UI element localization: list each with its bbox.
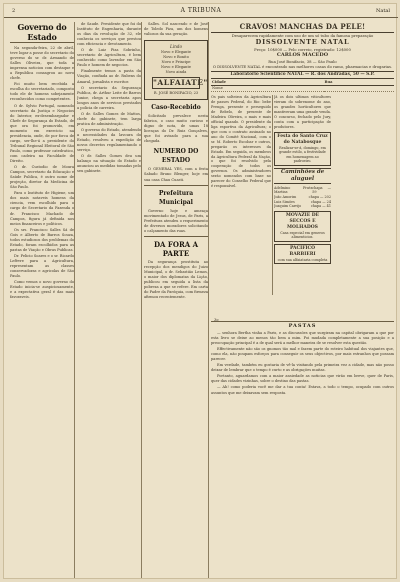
article-text: Os pais solteiros da Agricultura de passes Federal, do Rio: bebe Prenga, presente e perseguido de Rebelo, de presente de Madeira Oliveira, o mais e mais official quando. O presidente da liga esportiva da Agricultura; o que com o contrato assinado no ano do Comité Nacional, com o sr. M. Roberto Escobar e outros, pregarão os interesses da Estado. Em seguida, os membros da Agricultura Federal da Nação, o que foi resolvido pela cooperação de todos os governos. Os administradores serão nomeados com base no parecer do Conselho Federal que é responsável. bbox=[211, 95, 271, 189]
article-body bbox=[211, 331, 394, 396]
section-heading: NUMERO DO ESTADO bbox=[153, 148, 199, 165]
ads-area bbox=[211, 22, 394, 318]
plate: chapa — 41 bbox=[310, 204, 331, 209]
masthead-city: Natal bbox=[376, 8, 390, 14]
divider bbox=[144, 236, 208, 237]
ad-title: PACIFICO BARBIERI bbox=[289, 245, 316, 257]
caminhoes-heading: Caminhões de aluguel bbox=[274, 168, 331, 184]
page-number-marker: 3c bbox=[214, 317, 219, 322]
ad-line: Novo e Principe bbox=[161, 60, 191, 65]
paragraph: — senhora Bertha vinha a Paris, e as discussões que surgiram na capital obrigaram a que por esta livro se deixe ao menos tão bem a mim. Foi mudada completamente a sua posição e a preocupação principal é a de qual será a melhor maneira de se resolver esta questão. bbox=[211, 331, 394, 346]
paragraph: — Ah! como poderia você me dar a tua conta! Estava, a todo o tempo, ocupado com outros assuntos que me deixavam sem resposta. bbox=[211, 385, 394, 395]
list-item bbox=[274, 204, 331, 209]
paragraph: Em verdade, também eu gostaria de vê-la visitando pela primeira vez a cidade, mas não posso deixar de lembrar que o tempo é curto e as obrigações muitas. bbox=[211, 363, 394, 373]
ad-price: Preço: 10$000 — Pelo correio, registrado: 12$000 bbox=[254, 47, 351, 52]
seller-address: Rua José Bonifacio, 38 — São Paulo bbox=[268, 59, 337, 64]
alfaiate-ad bbox=[144, 40, 208, 100]
paragraph: Foi muito bem recebida a escolha do secretariado, composto todo ele de homens sobejamente reconhecidos como competentes. bbox=[10, 82, 74, 102]
plate: chapa — 59 bbox=[312, 185, 331, 195]
plate: chapa — 202 bbox=[308, 194, 331, 199]
owner-name: João Amorim bbox=[274, 194, 297, 199]
page-number: 2 bbox=[12, 8, 16, 14]
newspaper-page bbox=[3, 3, 397, 579]
paragraph: Para o Instituto de Higiene, um dos mais notaveis homens da ciencia, vem escolhido para o cargo de Secretario da Fazenda o dr. Francisco Machado de Campos, figura já definida nos meios financeiros e politicos. bbox=[10, 191, 74, 226]
ad-title: Festa do Santo Cruz do Natabosque bbox=[277, 133, 328, 145]
paragraph: de Saude. Presidente que foi do Instituto de Engenharia, durante os dias da revolução de 32, ele conhecia os serviços que prestou com eficiencia e devotamento. bbox=[77, 22, 141, 47]
paragraph: Da segurança prostituta ao recepção dos mendigos do Juizo Municipal, o dr. Sebastião Lemos, o maior dos diplomatas da Lição, publicou em seguida a lista da pobreza a que se refere. Em carta do Padre da Paróquia, com firmeza afirmou recentemente. bbox=[144, 259, 208, 300]
divider bbox=[144, 185, 208, 186]
column-3 bbox=[144, 22, 208, 578]
pacifico-ad bbox=[274, 244, 331, 265]
table-header: Rua bbox=[324, 80, 394, 86]
movazie-ad bbox=[274, 211, 331, 242]
owner-name: Luiz Simões bbox=[274, 199, 295, 204]
paragraph: Dr. Felicio Soares e o sr. Ricardo Lefèvre para a Agricultura, representam as classes conservadoras e agricolas de São Paulo. bbox=[10, 253, 74, 279]
owner-name: Adelmino Frutz Martins bbox=[274, 185, 313, 195]
paragraph: Os srs. Francisco Salles Sá de Gois e Alberto de Barros Souza, todos estudiosos dos problemas do Estado, foram escolhidos para as pastas de Viação e Obras Publicas. bbox=[10, 227, 74, 252]
ad-line: Novo e Elegante bbox=[160, 65, 192, 70]
paragraph: Salles. Sol nascendo e de José de Toledo Piza, um dos homens valiosos da sua geração. bbox=[144, 22, 208, 37]
section-heading: Caso-Recebido bbox=[151, 104, 201, 112]
ad-address: R. JOSÉ BONIFACIO, 23 bbox=[153, 91, 199, 96]
paragraph: O dr. Sylvio Portugal, nomeado secretario da Justiça e Negocios do Interior, ex-desembargador e Chefe de Segurança do Estado, de que ora foi promovido, em momento em exercicio na presidencia, onde, de por forca de cargo, ser-lhe-á a presidente do Tribunal Regional Eleitoral de São Paulo, como professor catedratico, com cadeira na Faculdade de Direito. bbox=[10, 103, 74, 164]
coupon-table bbox=[211, 80, 394, 92]
table-cell bbox=[324, 86, 394, 92]
paragraph: O secretario da Segurança Publica, dr. Arthur Leite de Barros Junior, chega a secretaria apos longos anos de servicos prestados a policia de carreira. bbox=[77, 85, 141, 110]
column-1 bbox=[10, 22, 74, 578]
masthead bbox=[4, 4, 398, 18]
table-cell: Nome bbox=[211, 86, 324, 92]
lower-ad-columns bbox=[211, 95, 394, 295]
cravos-headline: CRAVOS! MANCHAS DA PELE! bbox=[211, 22, 394, 33]
column-rule bbox=[208, 22, 209, 578]
column-2 bbox=[77, 22, 141, 578]
owner-name: Joaquim Carrijo bbox=[274, 204, 302, 209]
article-heading: PASTAS bbox=[288, 323, 317, 329]
festa-ad bbox=[274, 132, 331, 166]
ad-text: Realizar-se-á, domingo, em grande estilo, a festividade em homenagem ao padroeiro. bbox=[279, 145, 326, 164]
seller-name: CARLOS MACEDO bbox=[276, 52, 329, 58]
column-rule bbox=[272, 95, 273, 295]
ad-text: Casa especial em generos alimenticios. bbox=[280, 230, 325, 240]
column-rule bbox=[74, 22, 75, 578]
paragraph: O governo do Estado, atendendo a necessidades da lavoura do Estado, resolveu a expedição de novos decretos regulamentando o serviço. bbox=[77, 127, 141, 153]
paragraph: O dr. Salles Gomes deu um balanço na situação do Estado e anunciou as medidas tomadas pelo seu gabinete. bbox=[77, 154, 141, 174]
section-heading: DA FORA A PARTE bbox=[153, 239, 199, 258]
paragraph: Portanto, aguardamos com a maior ansiedade as noticias que virão em breve, quer de Paris, quer das cidades vizinhas, sobre o destino das pastas. bbox=[211, 374, 394, 384]
ad-line: Lindo bbox=[169, 44, 183, 50]
paragraph: Finalmente temos a pasta da Viação, confiada ao dr. Rubens do Amaral, jornalista e escritor. bbox=[77, 69, 141, 84]
section-heading: Prefeitura Municipal bbox=[158, 189, 194, 206]
article-heading: Governo do Estado bbox=[10, 22, 74, 43]
ad-line: Novo ainda bbox=[165, 70, 187, 75]
paragraph: O GENERAL YES, com a festa Sabado Bruno Blenger, hoje em sua casa Chau Cuasti. bbox=[144, 167, 208, 182]
product-name: DISSOLVENTE NATAL bbox=[255, 38, 350, 46]
lab-heading: Laboratorio Scientifico NATAL — R. dos Andradas, 50 — S.P. bbox=[211, 71, 394, 79]
plate: chapa — 24 bbox=[310, 199, 331, 204]
article-text: Já os dois ultimos viticultores vieram do sobrenome do ano, os grandes horticultores que mantiveram uma grande venda. O concurso, fechado pelo Jury, conta com a participação de produtores. bbox=[274, 95, 331, 129]
ad-title: MOVAZIE DE SECCOS E MOLHADOS bbox=[285, 212, 320, 230]
ad-line: Novo e Bonito bbox=[163, 55, 189, 60]
ad-line: Novo e Elegante bbox=[160, 50, 192, 55]
column-rule bbox=[141, 22, 142, 578]
ad-line: Desaparecem rapidamente com uso de um só tubo da famosa preparação bbox=[231, 33, 374, 38]
pastas-article bbox=[211, 321, 394, 579]
ad-text: com sua alfaiataria completa bbox=[277, 257, 328, 262]
paragraph: Solicitado prevalece nesta fabrica, o caso muito curioso e digno de nota, de umas 18 licenças do Dr. Ruiz Gonçalves, que foi avisado para a sua chegada. bbox=[144, 114, 208, 144]
paragraph: Governo hoje e ameaça movimentado de Jesus, de Paris, a Prefeitura atendeu o requerimento de diversos moradores solicitando o calçamento das ruas. bbox=[144, 208, 208, 233]
ad-shop-name: "ALFAIATE" bbox=[153, 78, 208, 88]
ad-description: O DISSOLVENTE NATAL é encontrado nas melhores casas do ramo, pharmacias e drogarias. bbox=[212, 64, 393, 69]
paragraph: O dr. Custodio de Moura Campos, secretario da Educação e Saúde Publica, é outro nome de projeção, diretor da Medicina de São Paulo. bbox=[10, 165, 74, 190]
paragraph: Como vemos o novo governo do Estado inicia-se auspiciosamente, e a expectativa geral é das mais favoraveis. bbox=[10, 280, 74, 300]
paragraph: O dr. Salles Gomes de Mattos, chefe do gabinete, tem larga pratica de administração. bbox=[77, 111, 141, 126]
ads-subcolumn bbox=[274, 95, 331, 295]
paragraph: Effectivamente não são os gnomos tão mal e fazem parte do roteiro habitual dos viajantes que, como ela, não poupam esforços para conseguir os seus objectivos, por mais estranhos que possam parecer. bbox=[211, 347, 394, 362]
list-item bbox=[274, 186, 331, 195]
newspaper-title: A TRIBUNA bbox=[180, 7, 222, 14]
paragraph: Na segunda-feira, 22 de abril, teve logar a posse do secretario do governo do sr. dr. Armando de Salles Oliveira, que toda a imprensa noticiou com destaque e a Republica consagrou ao novo chefe. bbox=[10, 46, 74, 81]
table-header: Cidade bbox=[211, 80, 324, 86]
paragraph: O dr. Luiz Piza Sobrinho, secretario de Agricultura, é bem conhecido como lavrador em São Paulo e homem de negocios. bbox=[77, 48, 141, 68]
